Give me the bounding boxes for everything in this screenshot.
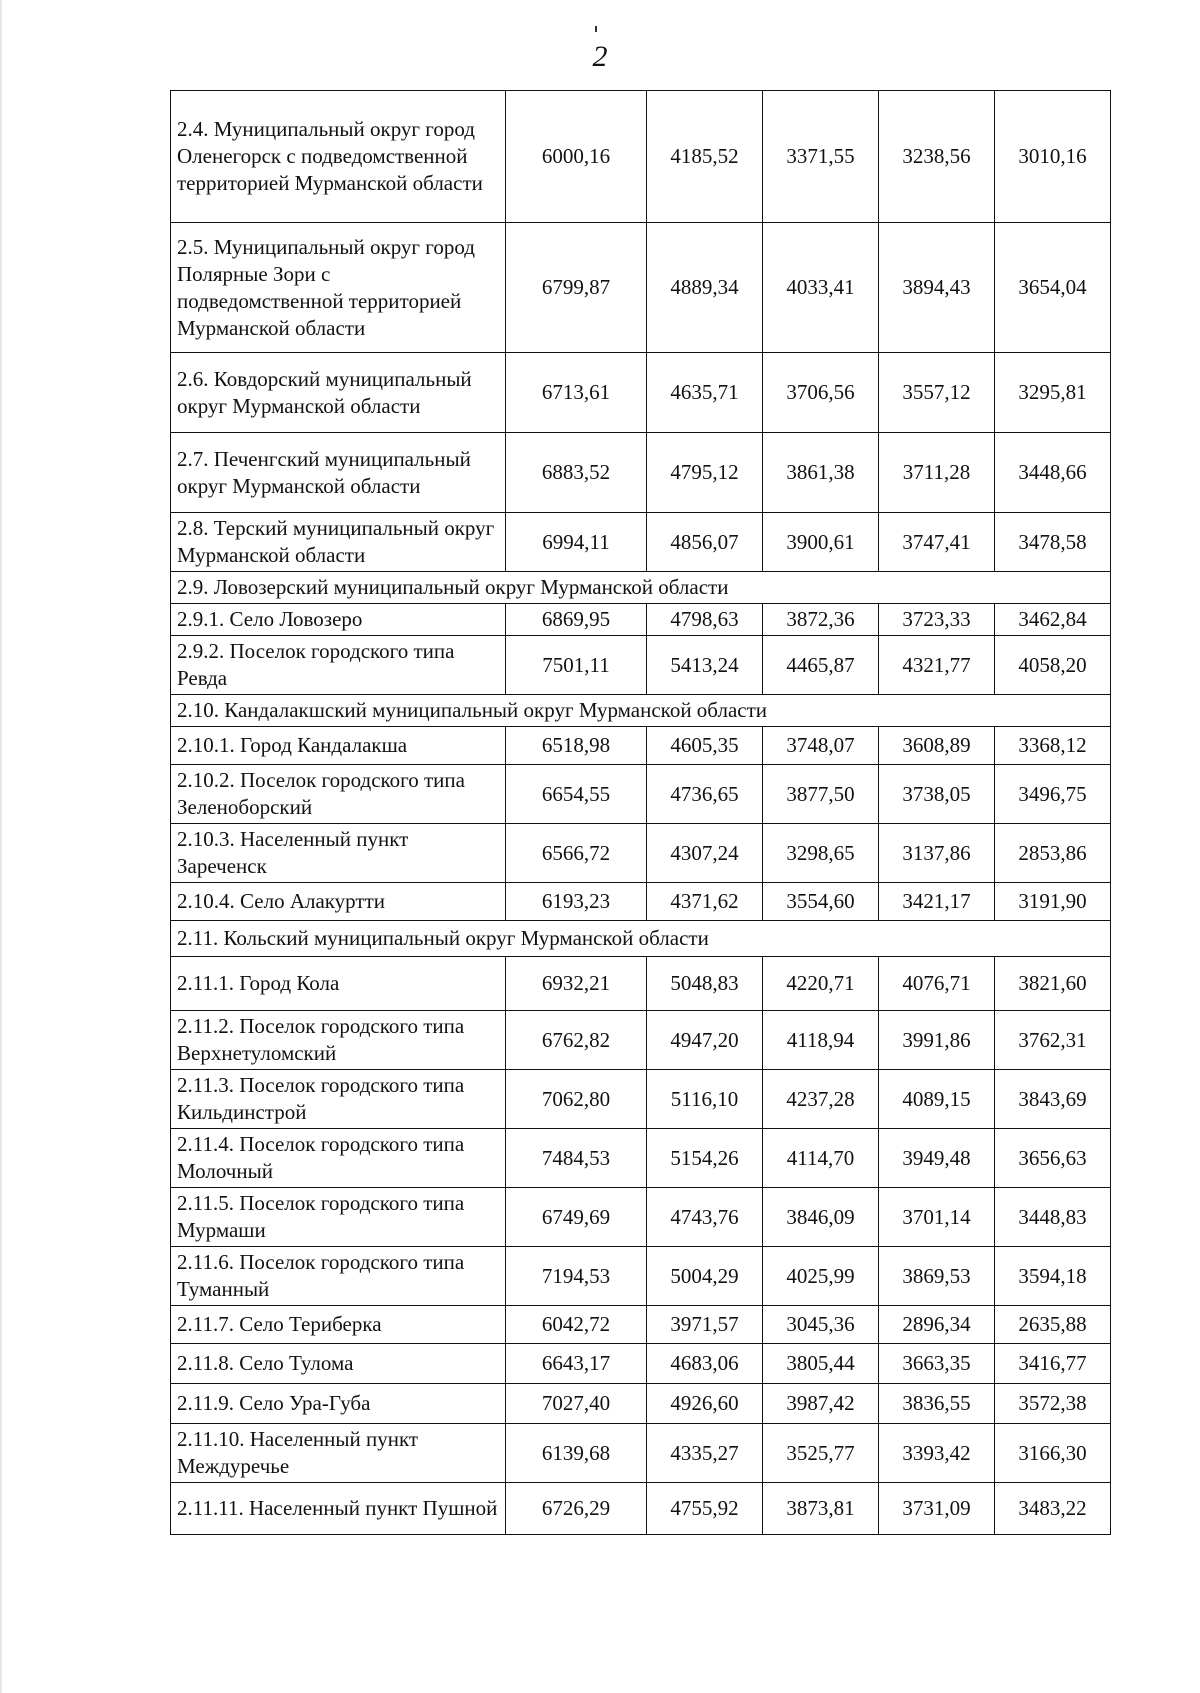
value-cell: 3295,81 <box>995 353 1111 433</box>
value-cell: 5154,26 <box>647 1129 763 1188</box>
value-cell: 6726,29 <box>506 1483 647 1535</box>
value-cell: 3496,75 <box>995 765 1111 824</box>
table-row <box>171 824 1111 883</box>
value-cell: 3448,83 <box>995 1188 1111 1247</box>
row-name: 2.9.2. Поселок городского типа Ревда <box>171 636 506 695</box>
value-cell: 3747,41 <box>879 513 995 572</box>
value-cell: 6566,72 <box>506 824 647 883</box>
value-cell: 6643,17 <box>506 1344 647 1384</box>
value-cell: 6994,11 <box>506 513 647 572</box>
value-cell: 6193,23 <box>506 883 647 921</box>
value-cell: 3554,60 <box>763 883 879 921</box>
row-name: 2.4. Муниципальный округ город Оленегорск с подведомственной территорией Мурманской области <box>171 91 506 223</box>
value-cell: 5004,29 <box>647 1247 763 1306</box>
value-cell: 6000,16 <box>506 91 647 223</box>
row-name: 2.6. Ковдорский муниципальный округ Мурманской области <box>171 353 506 433</box>
row-name: 2.8. Терский муниципальный округ Мурманской области <box>171 513 506 572</box>
value-cell: 3987,42 <box>763 1384 879 1424</box>
value-cell: 5048,83 <box>647 957 763 1011</box>
value-cell: 3872,36 <box>763 604 879 636</box>
value-cell: 3836,55 <box>879 1384 995 1424</box>
row-name: 2.10.1. Город Кандалакша <box>171 727 506 765</box>
table-row <box>171 91 1111 223</box>
table-row <box>171 433 1111 513</box>
value-cell: 3843,69 <box>995 1070 1111 1129</box>
table-row <box>171 1306 1111 1344</box>
value-cell: 4605,35 <box>647 727 763 765</box>
table-row <box>171 1424 1111 1483</box>
row-name: 2.11.11. Населенный пункт Пушной <box>171 1483 506 1535</box>
row-name: 2.11.5. Поселок городского типа Мурмаши <box>171 1188 506 1247</box>
row-name: 2.11.3. Поселок городского типа Кильдинстрой <box>171 1070 506 1129</box>
value-cell: 4926,60 <box>647 1384 763 1424</box>
row-name: 2.11.1. Город Кола <box>171 957 506 1011</box>
table-row <box>171 1011 1111 1070</box>
row-name: 2.10.3. Населенный пункт Зареченск <box>171 824 506 883</box>
value-cell: 4889,34 <box>647 223 763 353</box>
value-cell: 4237,28 <box>763 1070 879 1129</box>
value-cell: 3654,04 <box>995 223 1111 353</box>
value-cell: 7484,53 <box>506 1129 647 1188</box>
value-cell: 6749,69 <box>506 1188 647 1247</box>
row-name: 2.11.8. Село Тулома <box>171 1344 506 1384</box>
value-cell: 4185,52 <box>647 91 763 223</box>
value-cell: 3706,56 <box>763 353 879 433</box>
value-cell: 2853,86 <box>995 824 1111 883</box>
row-name: 2.10.4. Село Алакуртти <box>171 883 506 921</box>
tariff-table <box>170 90 1111 1535</box>
table-row <box>171 604 1111 636</box>
value-cell: 3557,12 <box>879 353 995 433</box>
value-cell: 7194,53 <box>506 1247 647 1306</box>
table-row <box>171 765 1111 824</box>
table-row <box>171 1384 1111 1424</box>
value-cell: 7501,11 <box>506 636 647 695</box>
value-cell: 6713,61 <box>506 353 647 433</box>
row-name: 2.11.4. Поселок городского типа Молочный <box>171 1129 506 1188</box>
value-cell: 3762,31 <box>995 1011 1111 1070</box>
row-name: 2.11.7. Село Териберка <box>171 1306 506 1344</box>
value-cell: 3869,53 <box>879 1247 995 1306</box>
value-cell: 3010,16 <box>995 91 1111 223</box>
value-cell: 7062,80 <box>506 1070 647 1129</box>
value-cell: 3191,90 <box>995 883 1111 921</box>
value-cell: 3971,57 <box>647 1306 763 1344</box>
value-cell: 4033,41 <box>763 223 879 353</box>
value-cell: 3738,05 <box>879 765 995 824</box>
row-name: 2.7. Печенгский муниципальный округ Мурманской области <box>171 433 506 513</box>
table-row <box>171 1344 1111 1384</box>
value-cell: 5413,24 <box>647 636 763 695</box>
table-row <box>171 353 1111 433</box>
section-title: 2.9. Ловозерский муниципальный округ Мурманской области <box>171 572 1111 604</box>
value-cell: 3416,77 <box>995 1344 1111 1384</box>
row-name: 2.10.2. Поселок городского типа Зеленоборский <box>171 765 506 824</box>
row-name: 2.11.10. Населенный пункт Междуречье <box>171 1424 506 1483</box>
value-cell: 3900,61 <box>763 513 879 572</box>
value-cell: 3877,50 <box>763 765 879 824</box>
value-cell: 4025,99 <box>763 1247 879 1306</box>
value-cell: 3483,22 <box>995 1483 1111 1535</box>
value-cell: 3045,36 <box>763 1306 879 1344</box>
table-row <box>171 223 1111 353</box>
value-cell: 6932,21 <box>506 957 647 1011</box>
value-cell: 4856,07 <box>647 513 763 572</box>
row-name: 2.5. Муниципальный округ город Полярные Зори с подведомственной территорией Мурманской области <box>171 223 506 353</box>
value-cell: 3991,86 <box>879 1011 995 1070</box>
value-cell: 6518,98 <box>506 727 647 765</box>
value-cell: 5116,10 <box>647 1070 763 1129</box>
value-cell: 4118,94 <box>763 1011 879 1070</box>
value-cell: 6799,87 <box>506 223 647 353</box>
value-cell: 4736,65 <box>647 765 763 824</box>
value-cell: 3137,86 <box>879 824 995 883</box>
value-cell: 3298,65 <box>763 824 879 883</box>
value-cell: 4798,63 <box>647 604 763 636</box>
value-cell: 2896,34 <box>879 1306 995 1344</box>
value-cell: 6762,82 <box>506 1011 647 1070</box>
value-cell: 6883,52 <box>506 433 647 513</box>
table-body <box>171 91 1111 1535</box>
value-cell: 6042,72 <box>506 1306 647 1344</box>
table-row <box>171 1247 1111 1306</box>
value-cell: 3166,30 <box>995 1424 1111 1483</box>
value-cell: 4635,71 <box>647 353 763 433</box>
value-cell: 3805,44 <box>763 1344 879 1384</box>
table-row <box>171 1129 1111 1188</box>
value-cell: 3525,77 <box>763 1424 879 1483</box>
value-cell: 3894,43 <box>879 223 995 353</box>
section-title: 2.10. Кандалакшский муниципальный округ Мурманской области <box>171 695 1111 727</box>
value-cell: 3846,09 <box>763 1188 879 1247</box>
value-cell: 4220,71 <box>763 957 879 1011</box>
table-row <box>171 1483 1111 1535</box>
value-cell: 4076,71 <box>879 957 995 1011</box>
table-row <box>171 1070 1111 1129</box>
value-cell: 3663,35 <box>879 1344 995 1384</box>
value-cell: 4795,12 <box>647 433 763 513</box>
value-cell: 4114,70 <box>763 1129 879 1188</box>
section-row <box>171 695 1111 727</box>
value-cell: 4465,87 <box>763 636 879 695</box>
value-cell: 3371,55 <box>763 91 879 223</box>
table-row <box>171 727 1111 765</box>
table-row <box>171 957 1111 1011</box>
value-cell: 6654,55 <box>506 765 647 824</box>
value-cell: 3572,38 <box>995 1384 1111 1424</box>
value-cell: 3873,81 <box>763 1483 879 1535</box>
value-cell: 4321,77 <box>879 636 995 695</box>
value-cell: 3478,58 <box>995 513 1111 572</box>
value-cell: 3608,89 <box>879 727 995 765</box>
value-cell: 3821,60 <box>995 957 1111 1011</box>
value-cell: 4743,76 <box>647 1188 763 1247</box>
value-cell: 3448,66 <box>995 433 1111 513</box>
value-cell: 3594,18 <box>995 1247 1111 1306</box>
value-cell: 3711,28 <box>879 433 995 513</box>
value-cell: 4947,20 <box>647 1011 763 1070</box>
value-cell: 3731,09 <box>879 1483 995 1535</box>
row-name: 2.11.9. Село Ура-Губа <box>171 1384 506 1424</box>
page-number: 2 <box>592 40 608 73</box>
value-cell: 4058,20 <box>995 636 1111 695</box>
table-row <box>171 636 1111 695</box>
value-cell: 2635,88 <box>995 1306 1111 1344</box>
section-title: 2.11. Кольский муниципальный округ Мурманской области <box>171 921 1111 957</box>
value-cell: 3462,84 <box>995 604 1111 636</box>
value-cell: 3861,38 <box>763 433 879 513</box>
scan-margin-line <box>0 0 2 1693</box>
value-cell: 3421,17 <box>879 883 995 921</box>
table-row <box>171 513 1111 572</box>
value-cell: 4371,62 <box>647 883 763 921</box>
value-cell: 4683,06 <box>647 1344 763 1384</box>
value-cell: 4755,92 <box>647 1483 763 1535</box>
value-cell: 6869,95 <box>506 604 647 636</box>
table-row <box>171 883 1111 921</box>
table-row <box>171 1188 1111 1247</box>
value-cell: 3238,56 <box>879 91 995 223</box>
scan-mark <box>595 26 597 32</box>
row-name: 2.11.2. Поселок городского типа Верхнетуломский <box>171 1011 506 1070</box>
value-cell: 3393,42 <box>879 1424 995 1483</box>
value-cell: 4307,24 <box>647 824 763 883</box>
value-cell: 4335,27 <box>647 1424 763 1483</box>
value-cell: 6139,68 <box>506 1424 647 1483</box>
value-cell: 7027,40 <box>506 1384 647 1424</box>
value-cell: 3656,63 <box>995 1129 1111 1188</box>
value-cell: 3368,12 <box>995 727 1111 765</box>
value-cell: 3723,33 <box>879 604 995 636</box>
row-name: 2.9.1. Село Ловозеро <box>171 604 506 636</box>
section-row <box>171 572 1111 604</box>
value-cell: 3949,48 <box>879 1129 995 1188</box>
value-cell: 3748,07 <box>763 727 879 765</box>
section-row <box>171 921 1111 957</box>
row-name: 2.11.6. Поселок городского типа Туманный <box>171 1247 506 1306</box>
value-cell: 4089,15 <box>879 1070 995 1129</box>
value-cell: 3701,14 <box>879 1188 995 1247</box>
